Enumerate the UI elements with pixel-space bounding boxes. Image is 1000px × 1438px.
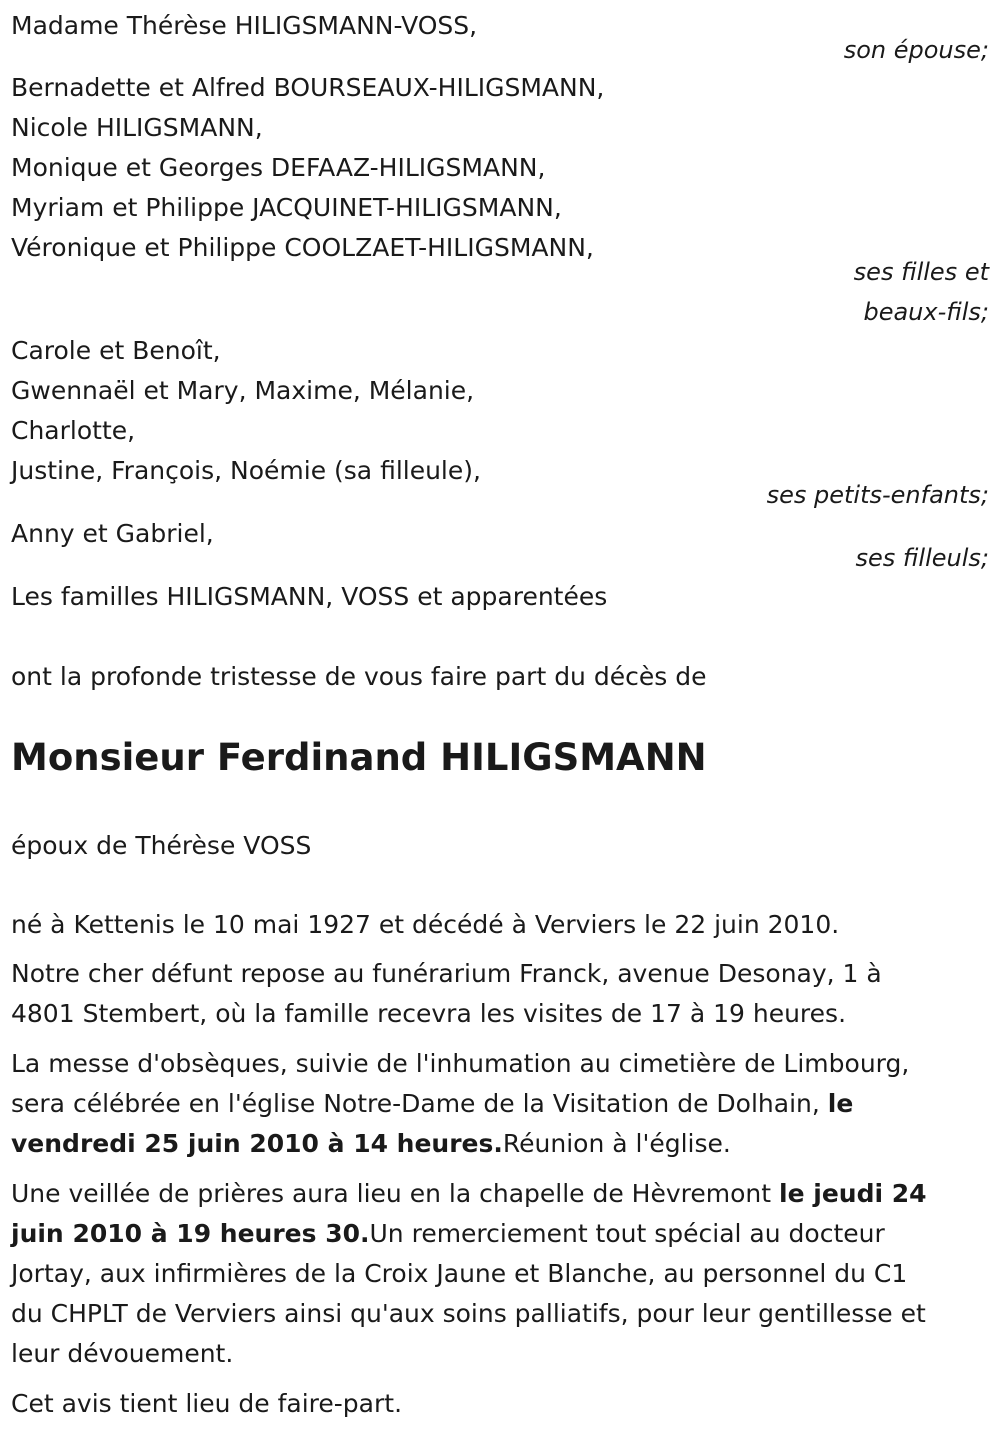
grandchild-line: Gwennaël et Mary, Maxime, Mélanie, (11, 376, 475, 405)
daughters-role: ses filles et (853, 258, 989, 286)
mass-line: La messe d'obsèques, suivie de l'inhumation au cimetière de Limbourg, (11, 1049, 910, 1078)
mass-date-bold: vendredi 25 juin 2010 à 14 heures. (11, 1129, 503, 1158)
birth-death-line: né à Kettenis le 10 mai 1927 et décédé à Verviers le 22 juin 2010. (11, 910, 840, 939)
vigil-line: du CHPLT de Verviers ainsi qu'aux soins palliatifs, pour leur gentillesse et (11, 1299, 926, 1328)
spouse-line: Madame Thérèse HILIGSMANN-VOSS, (11, 11, 478, 40)
vigil-line: leur dévouement. (11, 1339, 234, 1368)
daughter-line: Myriam et Philippe JACQUINET-HILIGSMANN, (11, 193, 562, 222)
vigil-date-bold: le jeudi 24 (779, 1179, 927, 1208)
mass-line (11, 1129, 731, 1159)
mass-text: Réunion à l'église. (502, 1129, 731, 1158)
vigil-line: Jortay, aux infirmières de la Croix Jaune et Blanche, au personnel du C1 (11, 1259, 908, 1288)
mass-text: sera célébrée en l'église Notre-Dame de la Visitation de Dolhain, (11, 1089, 820, 1118)
funerarium-line: 4801 Stembert, où la famille recevra les visites de 17 à 19 heures. (11, 999, 847, 1028)
daughters-role-cont: beaux-fils; (863, 298, 989, 326)
vigil-line (11, 1219, 885, 1249)
vigil-text: Un remerciement tout spécial au docteur (369, 1219, 885, 1248)
grandchild-line: Carole et Benoît, (11, 336, 221, 365)
daughter-line: Bernadette et Alfred BOURSEAUX-HILIGSMANN, (11, 73, 605, 102)
vigil-date-bold: juin 2010 à 19 heures 30. (11, 1219, 370, 1248)
spouse-of-line: époux de Thérèse VOSS (11, 831, 312, 860)
closing-line: Cet avis tient lieu de faire-part. (11, 1389, 403, 1418)
grandchild-line: Justine, François, Noémie (sa filleule), (11, 456, 481, 485)
spouse-role: son épouse; (843, 36, 989, 64)
vigil-line (11, 1179, 927, 1209)
deceased-name: Monsieur Ferdinand HILIGSMANN (11, 736, 707, 779)
mass-line (11, 1089, 853, 1119)
grandchildren-role: ses petits-enfants; (766, 481, 989, 509)
families-line: Les familles HILIGSMANN, VOSS et apparentées (11, 582, 608, 611)
daughter-line: Monique et Georges DEFAAZ-HILIGSMANN, (11, 153, 546, 182)
mass-date-bold: le (827, 1089, 854, 1118)
daughter-line: Nicole HILIGSMANN, (11, 113, 263, 142)
announcement-line: ont la profonde tristesse de vous faire part du décès de (11, 662, 707, 691)
funerarium-line: Notre cher défunt repose au funérarium Franck, avenue Desonay, 1 à (11, 959, 882, 988)
vigil-text: Une veillée de prières aura lieu en la chapelle de Hèvremont (11, 1179, 772, 1208)
grandchild-line: Charlotte, (11, 416, 136, 445)
godchildren-line: Anny et Gabriel, (11, 519, 214, 548)
godchildren-role: ses filleuls; (855, 544, 989, 572)
daughter-line: Véronique et Philippe COOLZAET-HILIGSMANN, (11, 233, 594, 262)
